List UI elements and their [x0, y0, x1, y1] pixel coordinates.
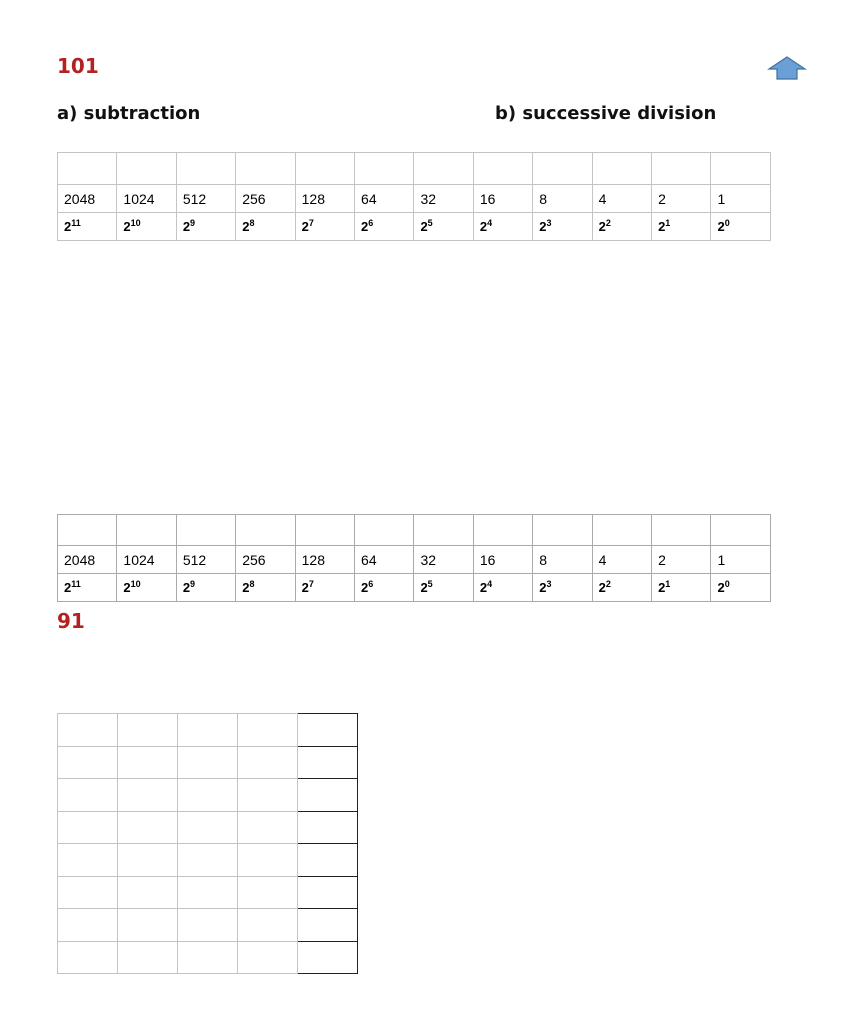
power-cell — [236, 213, 295, 241]
answer-cell[interactable] — [176, 515, 235, 546]
power-cell — [592, 574, 651, 602]
power-exponent: 6 — [368, 579, 374, 589]
grid-cell[interactable] — [238, 811, 298, 844]
answer-cell[interactable] — [592, 515, 651, 546]
answer-cell[interactable] — [117, 515, 176, 546]
remainder-cell[interactable] — [298, 941, 358, 974]
power-exponent: 7 — [308, 218, 314, 228]
power-exponent: 11 — [71, 579, 81, 589]
place-value-cell: 256 — [236, 546, 295, 574]
power-base: 2 — [539, 580, 547, 595]
answer-cell[interactable] — [652, 153, 711, 185]
power-base: 2 — [598, 219, 606, 234]
power-cell — [355, 213, 414, 241]
remainder-cell[interactable] — [298, 714, 358, 747]
power-cell — [711, 574, 771, 602]
power-base: 2 — [479, 219, 488, 234]
place-value-cell: 2 — [652, 546, 711, 574]
grid-row — [58, 811, 358, 844]
grid-cell[interactable] — [58, 779, 118, 812]
place-value-cell: 1 — [711, 546, 771, 574]
power-exponent: 7 — [308, 579, 314, 589]
division-work-grid — [57, 713, 358, 974]
power-exponent: 9 — [190, 579, 196, 589]
grid-cell[interactable] — [58, 909, 118, 942]
power-exponent: 8 — [249, 218, 255, 228]
place-value-cell: 64 — [355, 546, 414, 574]
problem-number-91: 91 — [57, 609, 85, 633]
remainder-cell[interactable] — [298, 909, 358, 942]
power-cell — [176, 574, 235, 602]
heading-successive-division: b) successive division — [495, 103, 717, 124]
answer-cell[interactable] — [414, 515, 473, 546]
powers-table-1 — [57, 152, 771, 241]
place-value-cell: 8 — [533, 185, 592, 213]
power-cell — [473, 213, 532, 241]
power-exponent: 2 — [605, 218, 611, 228]
power-cell — [592, 213, 651, 241]
grid-cell[interactable] — [118, 909, 178, 942]
grid-row — [58, 909, 358, 942]
power-cell — [473, 574, 532, 602]
power-exponent: 4 — [487, 579, 493, 589]
power-base: 2 — [717, 580, 725, 595]
power-cell — [58, 574, 117, 602]
answer-cell[interactable] — [533, 515, 592, 546]
power-cell — [117, 213, 176, 241]
grid-cell[interactable] — [118, 779, 178, 812]
power-exponent: 3 — [546, 579, 552, 589]
place-value-cell: 128 — [295, 185, 354, 213]
place-value-cell: 1 — [711, 185, 771, 213]
answer-cell[interactable] — [592, 153, 651, 185]
power-base: 2 — [658, 580, 666, 595]
exponent-row — [58, 574, 771, 602]
power-exponent: 10 — [130, 579, 141, 589]
power-cell — [176, 213, 235, 241]
place-value-cell: 512 — [176, 546, 235, 574]
grid-cell[interactable] — [238, 844, 298, 877]
power-base: 2 — [598, 580, 606, 595]
remainder-cell[interactable] — [298, 779, 358, 812]
grid-cell[interactable] — [58, 876, 118, 909]
power-cell — [295, 213, 354, 241]
answer-cell[interactable] — [236, 515, 295, 546]
power-exponent: 6 — [368, 218, 374, 228]
power-base: 2 — [123, 580, 131, 595]
power-exponent: 8 — [249, 579, 255, 589]
grid-cell[interactable] — [178, 876, 238, 909]
powers-table-2 — [57, 514, 771, 602]
exponent-row — [58, 213, 771, 241]
answer-cell[interactable] — [414, 153, 473, 185]
remainder-cell[interactable] — [298, 746, 358, 779]
grid-cell[interactable] — [58, 746, 118, 779]
power-exponent: 5 — [427, 218, 433, 228]
remainder-cell[interactable] — [298, 844, 358, 877]
power-cell — [414, 574, 473, 602]
grid-row — [58, 844, 358, 877]
power-exponent: 3 — [546, 218, 552, 228]
grid-cell[interactable] — [178, 811, 238, 844]
place-value-cell: 32 — [414, 546, 473, 574]
up-arrow-icon[interactable] — [767, 55, 807, 81]
power-base: 2 — [301, 219, 309, 234]
power-cell — [711, 213, 771, 241]
place-value-cell: 128 — [295, 546, 354, 574]
remainder-cell[interactable] — [298, 811, 358, 844]
heading-subtraction: a) subtraction — [57, 103, 201, 124]
power-base: 2 — [539, 219, 547, 234]
power-cell — [652, 213, 711, 241]
answer-cell[interactable] — [355, 153, 414, 185]
power-base: 2 — [420, 580, 428, 595]
grid-cell[interactable] — [118, 941, 178, 974]
answer-cell[interactable] — [652, 515, 711, 546]
power-exponent: 1 — [665, 218, 671, 228]
power-base: 2 — [182, 219, 191, 234]
place-value-cell: 1024 — [117, 185, 176, 213]
grid-row — [58, 746, 358, 779]
power-base: 2 — [361, 580, 369, 595]
answer-cell[interactable] — [711, 153, 771, 185]
grid-cell[interactable] — [58, 811, 118, 844]
power-base: 2 — [301, 580, 309, 595]
place-value-cell: 8 — [533, 546, 592, 574]
power-cell — [414, 213, 473, 241]
grid-cell[interactable] — [178, 941, 238, 974]
place-value-cell: 32 — [414, 185, 473, 213]
place-value-cell: 512 — [176, 185, 235, 213]
grid-cell[interactable] — [178, 779, 238, 812]
power-exponent: 11 — [71, 218, 81, 228]
problem-number-101: 101 — [57, 54, 99, 78]
power-base: 2 — [361, 219, 369, 234]
power-exponent: 1 — [665, 579, 671, 589]
grid-row — [58, 714, 358, 747]
grid-row — [58, 779, 358, 812]
power-cell — [117, 574, 176, 602]
grid-cell[interactable] — [118, 844, 178, 877]
power-cell — [295, 574, 354, 602]
power-cell — [533, 213, 592, 241]
power-exponent: 0 — [724, 579, 730, 589]
power-cell — [58, 213, 117, 241]
grid-cell[interactable] — [58, 941, 118, 974]
answer-cell[interactable] — [117, 153, 176, 185]
grid-row — [58, 876, 358, 909]
answer-cell[interactable] — [176, 153, 235, 185]
grid-cell[interactable] — [238, 941, 298, 974]
power-base: 2 — [182, 580, 191, 595]
answer-cell[interactable] — [355, 515, 414, 546]
place-value-cell: 2048 — [58, 546, 117, 574]
place-value-cell: 16 — [473, 185, 532, 213]
answer-cell[interactable] — [236, 153, 295, 185]
power-exponent: 4 — [487, 218, 493, 228]
place-value-row — [58, 546, 771, 574]
grid-cell[interactable] — [238, 779, 298, 812]
power-exponent: 5 — [427, 579, 433, 589]
power-base: 2 — [717, 219, 725, 234]
grid-cell[interactable] — [238, 909, 298, 942]
answer-cell[interactable] — [295, 153, 354, 185]
grid-cell[interactable] — [178, 909, 238, 942]
place-value-cell: 64 — [355, 185, 414, 213]
grid-cell[interactable] — [238, 714, 298, 747]
power-exponent: 10 — [130, 218, 141, 228]
grid-cell[interactable] — [238, 876, 298, 909]
power-base: 2 — [64, 580, 72, 595]
power-base: 2 — [242, 580, 250, 595]
place-value-row — [58, 185, 771, 213]
place-value-cell: 1024 — [117, 546, 176, 574]
answer-cell[interactable] — [295, 515, 354, 546]
place-value-cell: 4 — [592, 546, 651, 574]
grid-cell[interactable] — [58, 714, 118, 747]
power-exponent: 0 — [724, 218, 730, 228]
answer-cell[interactable] — [58, 515, 117, 546]
grid-cell[interactable] — [118, 876, 178, 909]
answer-cell[interactable] — [58, 153, 117, 185]
grid-cell[interactable] — [178, 844, 238, 877]
place-value-cell: 256 — [236, 185, 295, 213]
power-base: 2 — [242, 219, 250, 234]
place-value-cell: 4 — [592, 185, 651, 213]
place-value-cell: 2 — [652, 185, 711, 213]
grid-cell[interactable] — [118, 746, 178, 779]
power-base: 2 — [479, 580, 488, 595]
power-cell — [533, 574, 592, 602]
answer-row — [58, 515, 771, 546]
power-base: 2 — [658, 219, 666, 234]
answer-cell[interactable] — [711, 515, 771, 546]
grid-cell[interactable] — [58, 844, 118, 877]
answer-cell[interactable] — [473, 153, 532, 185]
grid-row — [58, 941, 358, 974]
answer-cell[interactable] — [473, 515, 532, 546]
power-cell — [236, 574, 295, 602]
place-value-cell: 16 — [473, 546, 532, 574]
power-cell — [652, 574, 711, 602]
power-exponent: 2 — [605, 579, 611, 589]
grid-cell[interactable] — [118, 811, 178, 844]
answer-row — [58, 153, 771, 185]
remainder-cell[interactable] — [298, 876, 358, 909]
power-base: 2 — [64, 219, 72, 234]
grid-cell[interactable] — [238, 746, 298, 779]
power-cell — [355, 574, 414, 602]
grid-cell[interactable] — [178, 746, 238, 779]
place-value-cell: 2048 — [58, 185, 117, 213]
power-base: 2 — [420, 219, 428, 234]
grid-cell[interactable] — [178, 714, 238, 747]
answer-cell[interactable] — [533, 153, 592, 185]
grid-cell[interactable] — [118, 714, 178, 747]
power-base: 2 — [123, 219, 131, 234]
power-exponent: 9 — [190, 218, 196, 228]
